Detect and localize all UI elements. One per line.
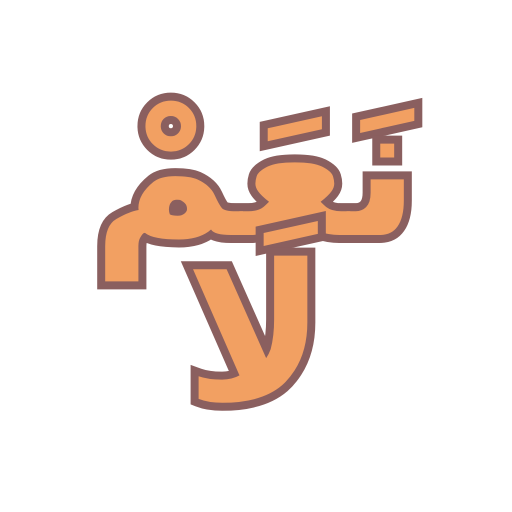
word-yes: نَعَمْ (92, 59, 420, 280)
word-no: لَا (185, 224, 327, 445)
